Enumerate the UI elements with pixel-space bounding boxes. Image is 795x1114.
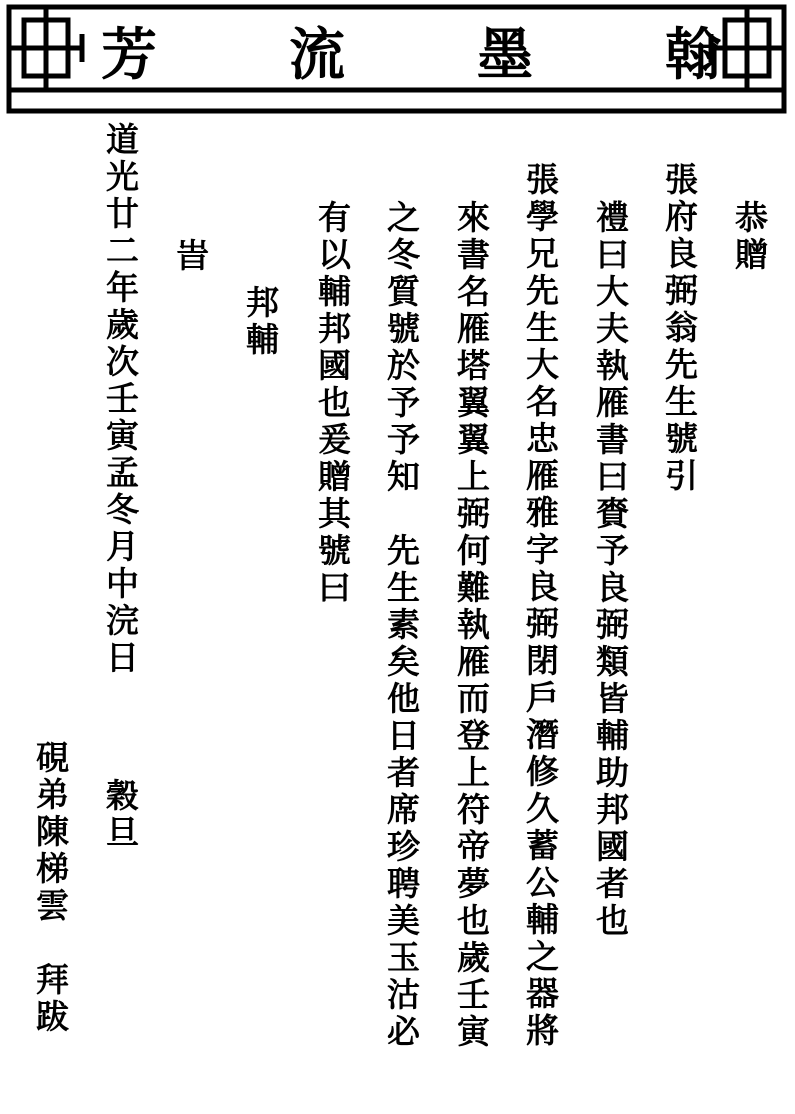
text-column-12: 硯弟陳梯雲 拜跋: [31, 740, 70, 1036]
text-column-9: 旹: [171, 238, 210, 275]
text-column-6: 之冬質號於予予知 先生素矣他日者席珍聘美玉沽必: [382, 200, 421, 1051]
text-column-1: 恭贈: [730, 200, 769, 274]
title-char-1: 翰: [665, 22, 721, 88]
title-char-3: 流: [289, 22, 345, 88]
text-column-3: 禮曰大夫執雁書曰賚予良弼類皆輔助邦國者也: [591, 200, 630, 940]
text-column-5: 來書名雁塔翼翼上弼何難執雁而登上符帝夢也歲壬寅: [452, 200, 491, 1051]
header-frame: [6, 4, 787, 114]
title-char-2: 墨: [477, 22, 533, 88]
title-char-4: 芳: [101, 22, 157, 88]
text-column-2: 張府良弼翁先生號引: [660, 162, 699, 495]
text-column-4: 張學兄先生大名忠雁雅字良弼閉戶潛修久蓄公輔之器將: [521, 162, 560, 1050]
text-column-8: 邦輔: [241, 285, 280, 359]
text-column-10: 道光廿二年歲次壬寅孟冬月中浣日: [101, 122, 140, 677]
page-title: [101, 18, 721, 92]
text-column-11: 穀旦: [101, 778, 140, 852]
text-column-7: 有以輔邦國也爰贈其號曰: [313, 200, 352, 607]
